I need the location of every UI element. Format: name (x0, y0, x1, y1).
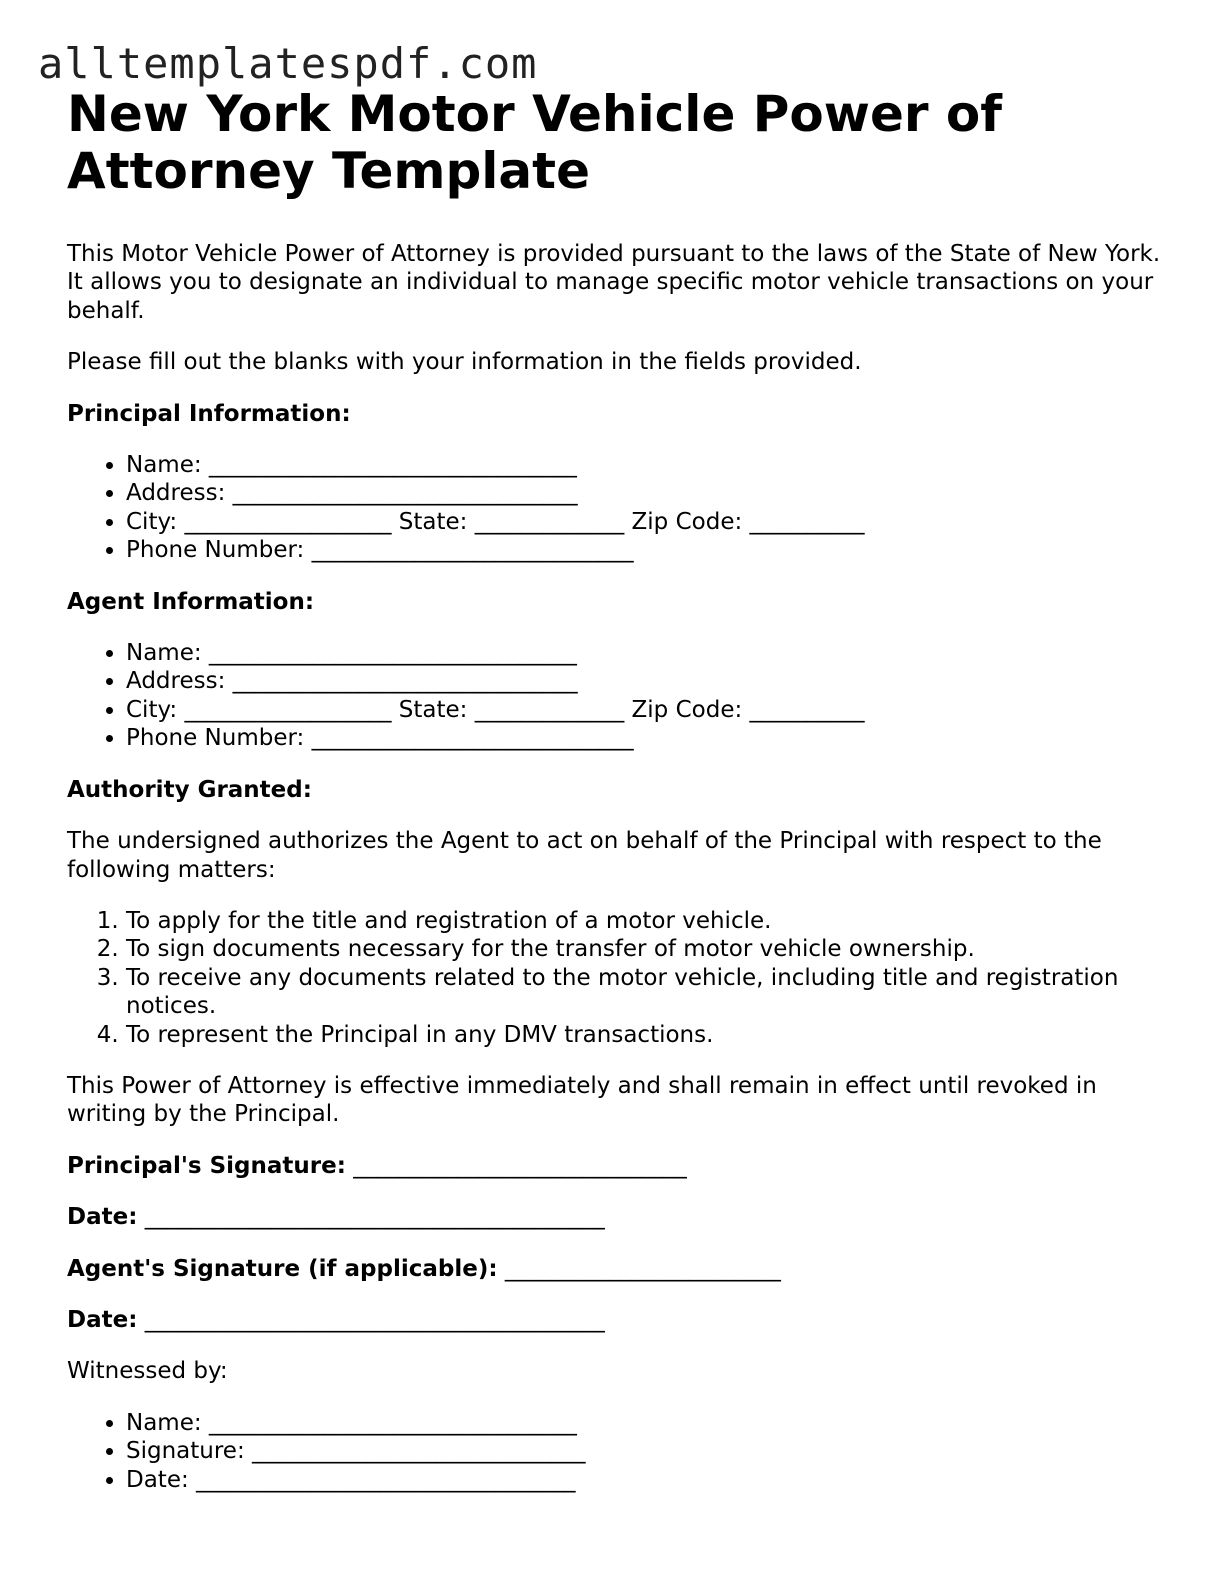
agent-city-state-zip-field[interactable]: • City: __________________ State: _____________ Zip Code: __________ (126, 696, 1167, 724)
agent-name-field[interactable]: • Name: ________________________________ (126, 639, 1167, 667)
principal-city-state-zip-field[interactable]: • City: __________________ State: _____________ Zip Code: __________ (126, 508, 1167, 536)
witness-fields (67, 1409, 1167, 1494)
instructions-paragraph: Please fill out the blanks with your information in the fields provided. (67, 349, 862, 376)
intro-paragraph: This Motor Vehicle Power of Attorney is provided pursuant to the laws of the State of New York. It allows you to designate an individual to manage specific motor vehicle transactions on your behalf. (67, 241, 1161, 324)
agent-signature-line[interactable] (67, 1255, 1167, 1283)
principal-heading: Principal Information: (67, 400, 351, 427)
authority-list (67, 907, 1167, 1049)
effective-paragraph: This Power of Attorney is effective immediately and shall remain in effect until revoked in writing by the Principal. (67, 1072, 1097, 1128)
principal-phone-field[interactable]: • Phone Number: ____________________________ (126, 536, 1167, 564)
agent-heading: Agent Information: (67, 588, 315, 615)
watermark: alltemplatespdf.com (38, 39, 538, 88)
principal-date-blank[interactable]: ________________________________________ (144, 1204, 605, 1231)
witness-signature-field[interactable]: • Signature: _____________________________ (126, 1437, 1167, 1465)
principal-signature-line[interactable] (67, 1152, 1167, 1180)
principal-address-field[interactable]: • Address: ______________________________ (126, 479, 1167, 507)
authority-item: 3. To receive any documents related to the motor vehicle, including title and registration notices. (126, 964, 1167, 1021)
principal-signature-blank[interactable]: _____________________________ (353, 1152, 687, 1179)
agent-phone-field[interactable]: • Phone Number: ____________________________ (126, 724, 1167, 752)
authority-heading: Authority Granted: (67, 776, 312, 803)
authority-item: 1. To apply for the title and registration of a motor vehicle. (126, 907, 1167, 935)
principal-name-field[interactable]: • Name: ________________________________ (126, 451, 1167, 479)
witness-date-field[interactable]: • Date: _________________________________ (126, 1466, 1167, 1494)
agent-fields (67, 639, 1167, 753)
principal-signature-label: Principal's Signature: (67, 1152, 346, 1179)
page-title: New York Motor Vehicle Power of Attorney Template (67, 85, 1003, 200)
principal-fields (67, 451, 1167, 565)
agent-date-blank[interactable]: ________________________________________ (144, 1306, 605, 1333)
agent-signature-blank[interactable]: ________________________ (504, 1255, 781, 1282)
authority-item: 4. To represent the Principal in any DMV transactions. (126, 1021, 1167, 1049)
agent-address-field[interactable]: • Address: ______________________________ (126, 667, 1167, 695)
witness-name-field[interactable]: • Name: ________________________________ (126, 1409, 1167, 1437)
principal-date-line[interactable] (67, 1203, 1167, 1231)
authority-item: 2. To sign documents necessary for the transfer of motor vehicle ownership. (126, 935, 1167, 963)
witness-label: Witnessed by: (67, 1358, 228, 1385)
document (67, 86, 1167, 1494)
agent-signature-label: Agent's Signature (if applicable): (67, 1255, 498, 1282)
principal-date-label: Date: (67, 1204, 138, 1231)
agent-date-line[interactable] (67, 1306, 1167, 1334)
authority-text: The undersigned authorizes the Agent to act on behalf of the Principal with respect to the following matters: (67, 828, 1102, 883)
agent-date-label: Date: (67, 1306, 138, 1333)
